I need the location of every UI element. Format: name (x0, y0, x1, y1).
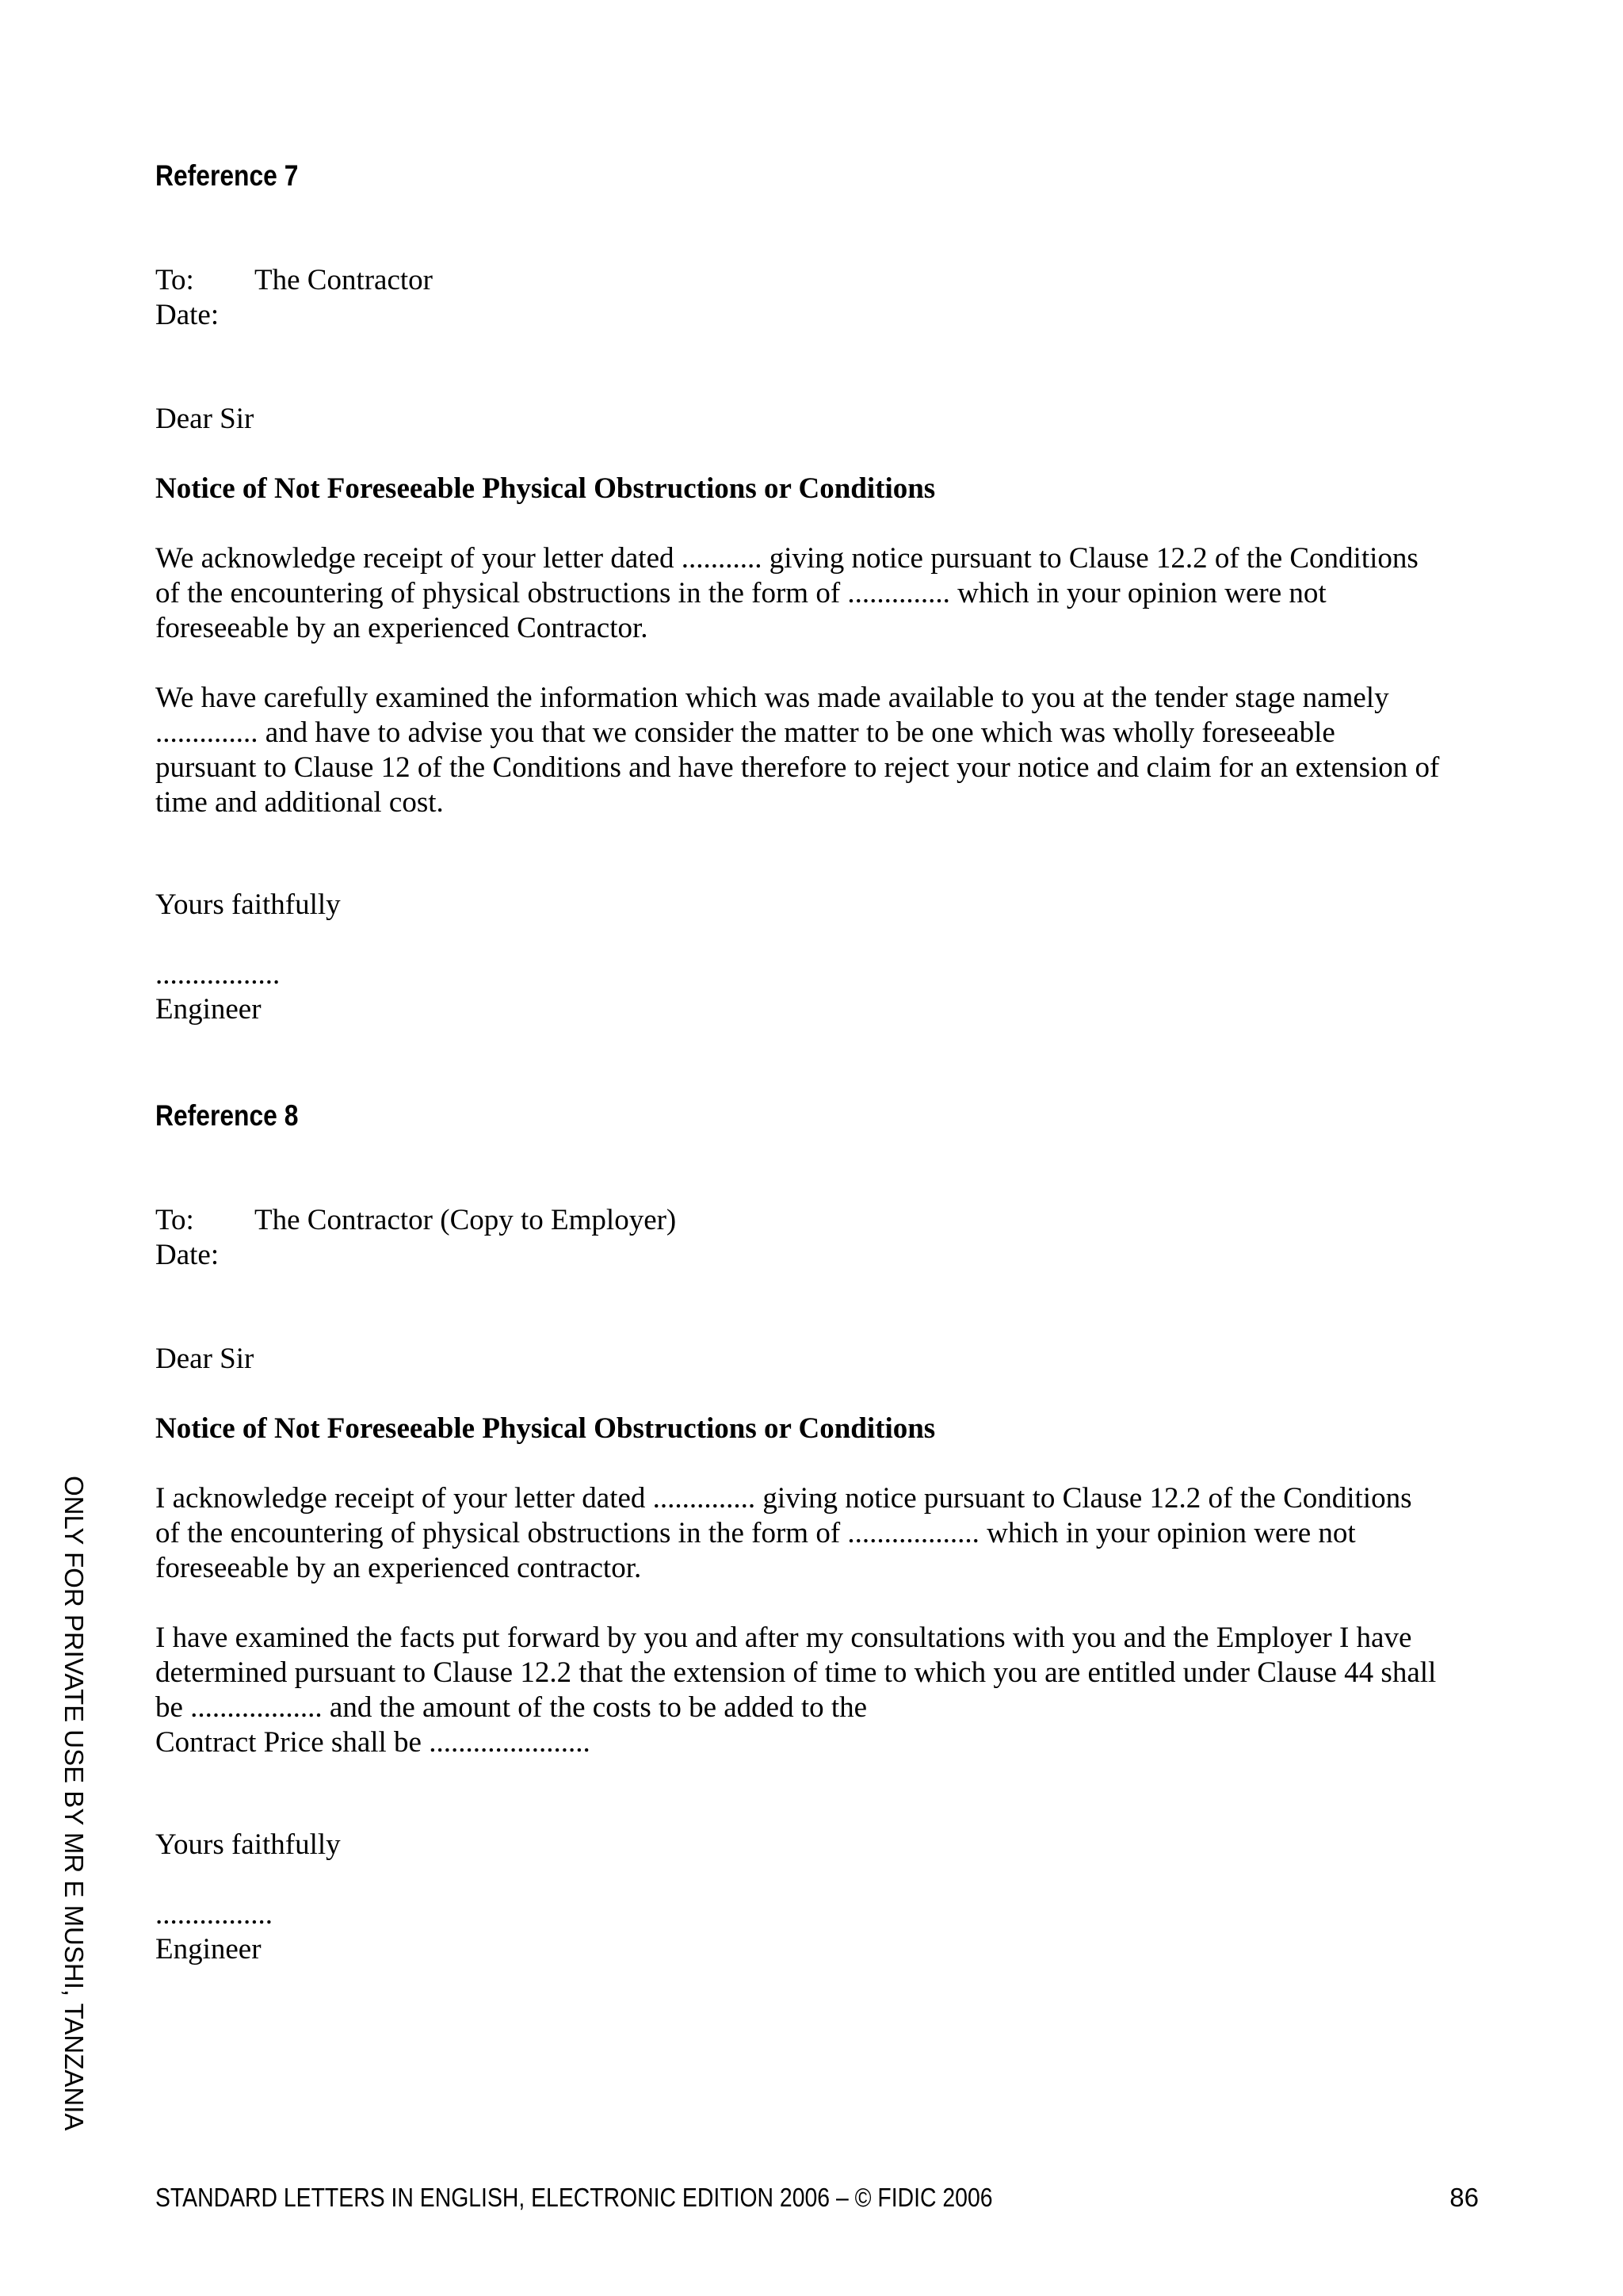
paragraph-1 (155, 1481, 1487, 1586)
salutation: Dear Sir (155, 403, 254, 435)
paragraph-line: foreseeable by an experienced contractor. (155, 1552, 642, 1584)
to-row (155, 263, 1487, 298)
paragraph-line: .............. and have to advise you that we consider the matter to be one which was wholly foreseeable (155, 716, 1335, 749)
to-value: The Contractor (Copy to Employer) (254, 1204, 677, 1236)
page-number: 86 (1449, 2183, 1479, 2212)
paragraph-line: I acknowledge receipt of your letter dated .............. giving notice pursuant to Clause 12.2 of the Conditions (155, 1482, 1412, 1515)
paragraph-line: We have carefully examined the information which was made available to you at the tender stage namely (155, 682, 1389, 714)
signature-block (155, 957, 1487, 1027)
paragraph-2 (155, 681, 1487, 820)
paragraph-2 (155, 1621, 1487, 1760)
paragraph-line: determined pursuant to Clause 12.2 that the extension of time to which you are entitled under Clause 44 shall (155, 1656, 1437, 1689)
private-use-watermark: ONLY FOR PRIVATE USE BY MR E MUSHI, TANZANIA (59, 1476, 89, 2131)
date-label: Date: (155, 1239, 220, 1271)
date-label: Date: (155, 299, 220, 331)
reference-7-address (155, 263, 1487, 333)
paragraph-line: be .................. and the amount of the costs to be added to the (155, 1691, 868, 1724)
paragraph-line: time and additional cost. (155, 786, 444, 819)
closing: Yours faithfully (155, 888, 341, 921)
to-label: To: (155, 264, 194, 296)
subject-line: Notice of Not Foreseeable Physical Obstructions or Conditions (155, 1412, 936, 1445)
paragraph-line: We acknowledge receipt of your letter dated ........... giving notice pursuant to Clause 12.2 of the Conditions (155, 542, 1419, 575)
paragraph-line: Contract Price shall be ...................... (155, 1726, 590, 1759)
salutation: Dear Sir (155, 1343, 254, 1375)
paragraph-line: of the encountering of physical obstructions in the form of .................. which in your opinion were not (155, 1517, 1356, 1549)
footer-text: STANDARD LETTERS IN ENGLISH, ELECTRONIC EDITION 2006 – © FIDIC 2006 (155, 2183, 993, 2212)
to-row (155, 1203, 1487, 1238)
paragraph-line: pursuant to Clause 12 of the Conditions and have therefore to reject your notice and claim for an extension of (155, 751, 1440, 784)
reference-7-heading: Reference 7 (155, 159, 299, 192)
paragraph-line: I have examined the facts put forward by you and after my consultations with you and the Employer I have (155, 1622, 1412, 1654)
paragraph-1 (155, 541, 1487, 646)
paragraph-line: of the encountering of physical obstructions in the form of .............. which in your opinion were not (155, 577, 1327, 609)
signatory: Engineer (155, 993, 262, 1026)
reference-8-address (155, 1203, 1487, 1273)
signature-block (155, 1897, 1487, 1967)
subject-line: Notice of Not Foreseeable Physical Obstructions or Conditions (155, 472, 936, 505)
signatory: Engineer (155, 1933, 262, 1966)
date-row (155, 1238, 1487, 1273)
paragraph-line: foreseeable by an experienced Contractor. (155, 612, 648, 644)
signature-line: ................ (155, 1898, 273, 1931)
signature-line: ................. (155, 958, 281, 991)
to-label: To: (155, 1204, 194, 1236)
closing: Yours faithfully (155, 1828, 341, 1861)
to-value: The Contractor (254, 264, 433, 296)
date-row (155, 298, 1487, 333)
reference-8-heading: Reference 8 (155, 1099, 299, 1132)
